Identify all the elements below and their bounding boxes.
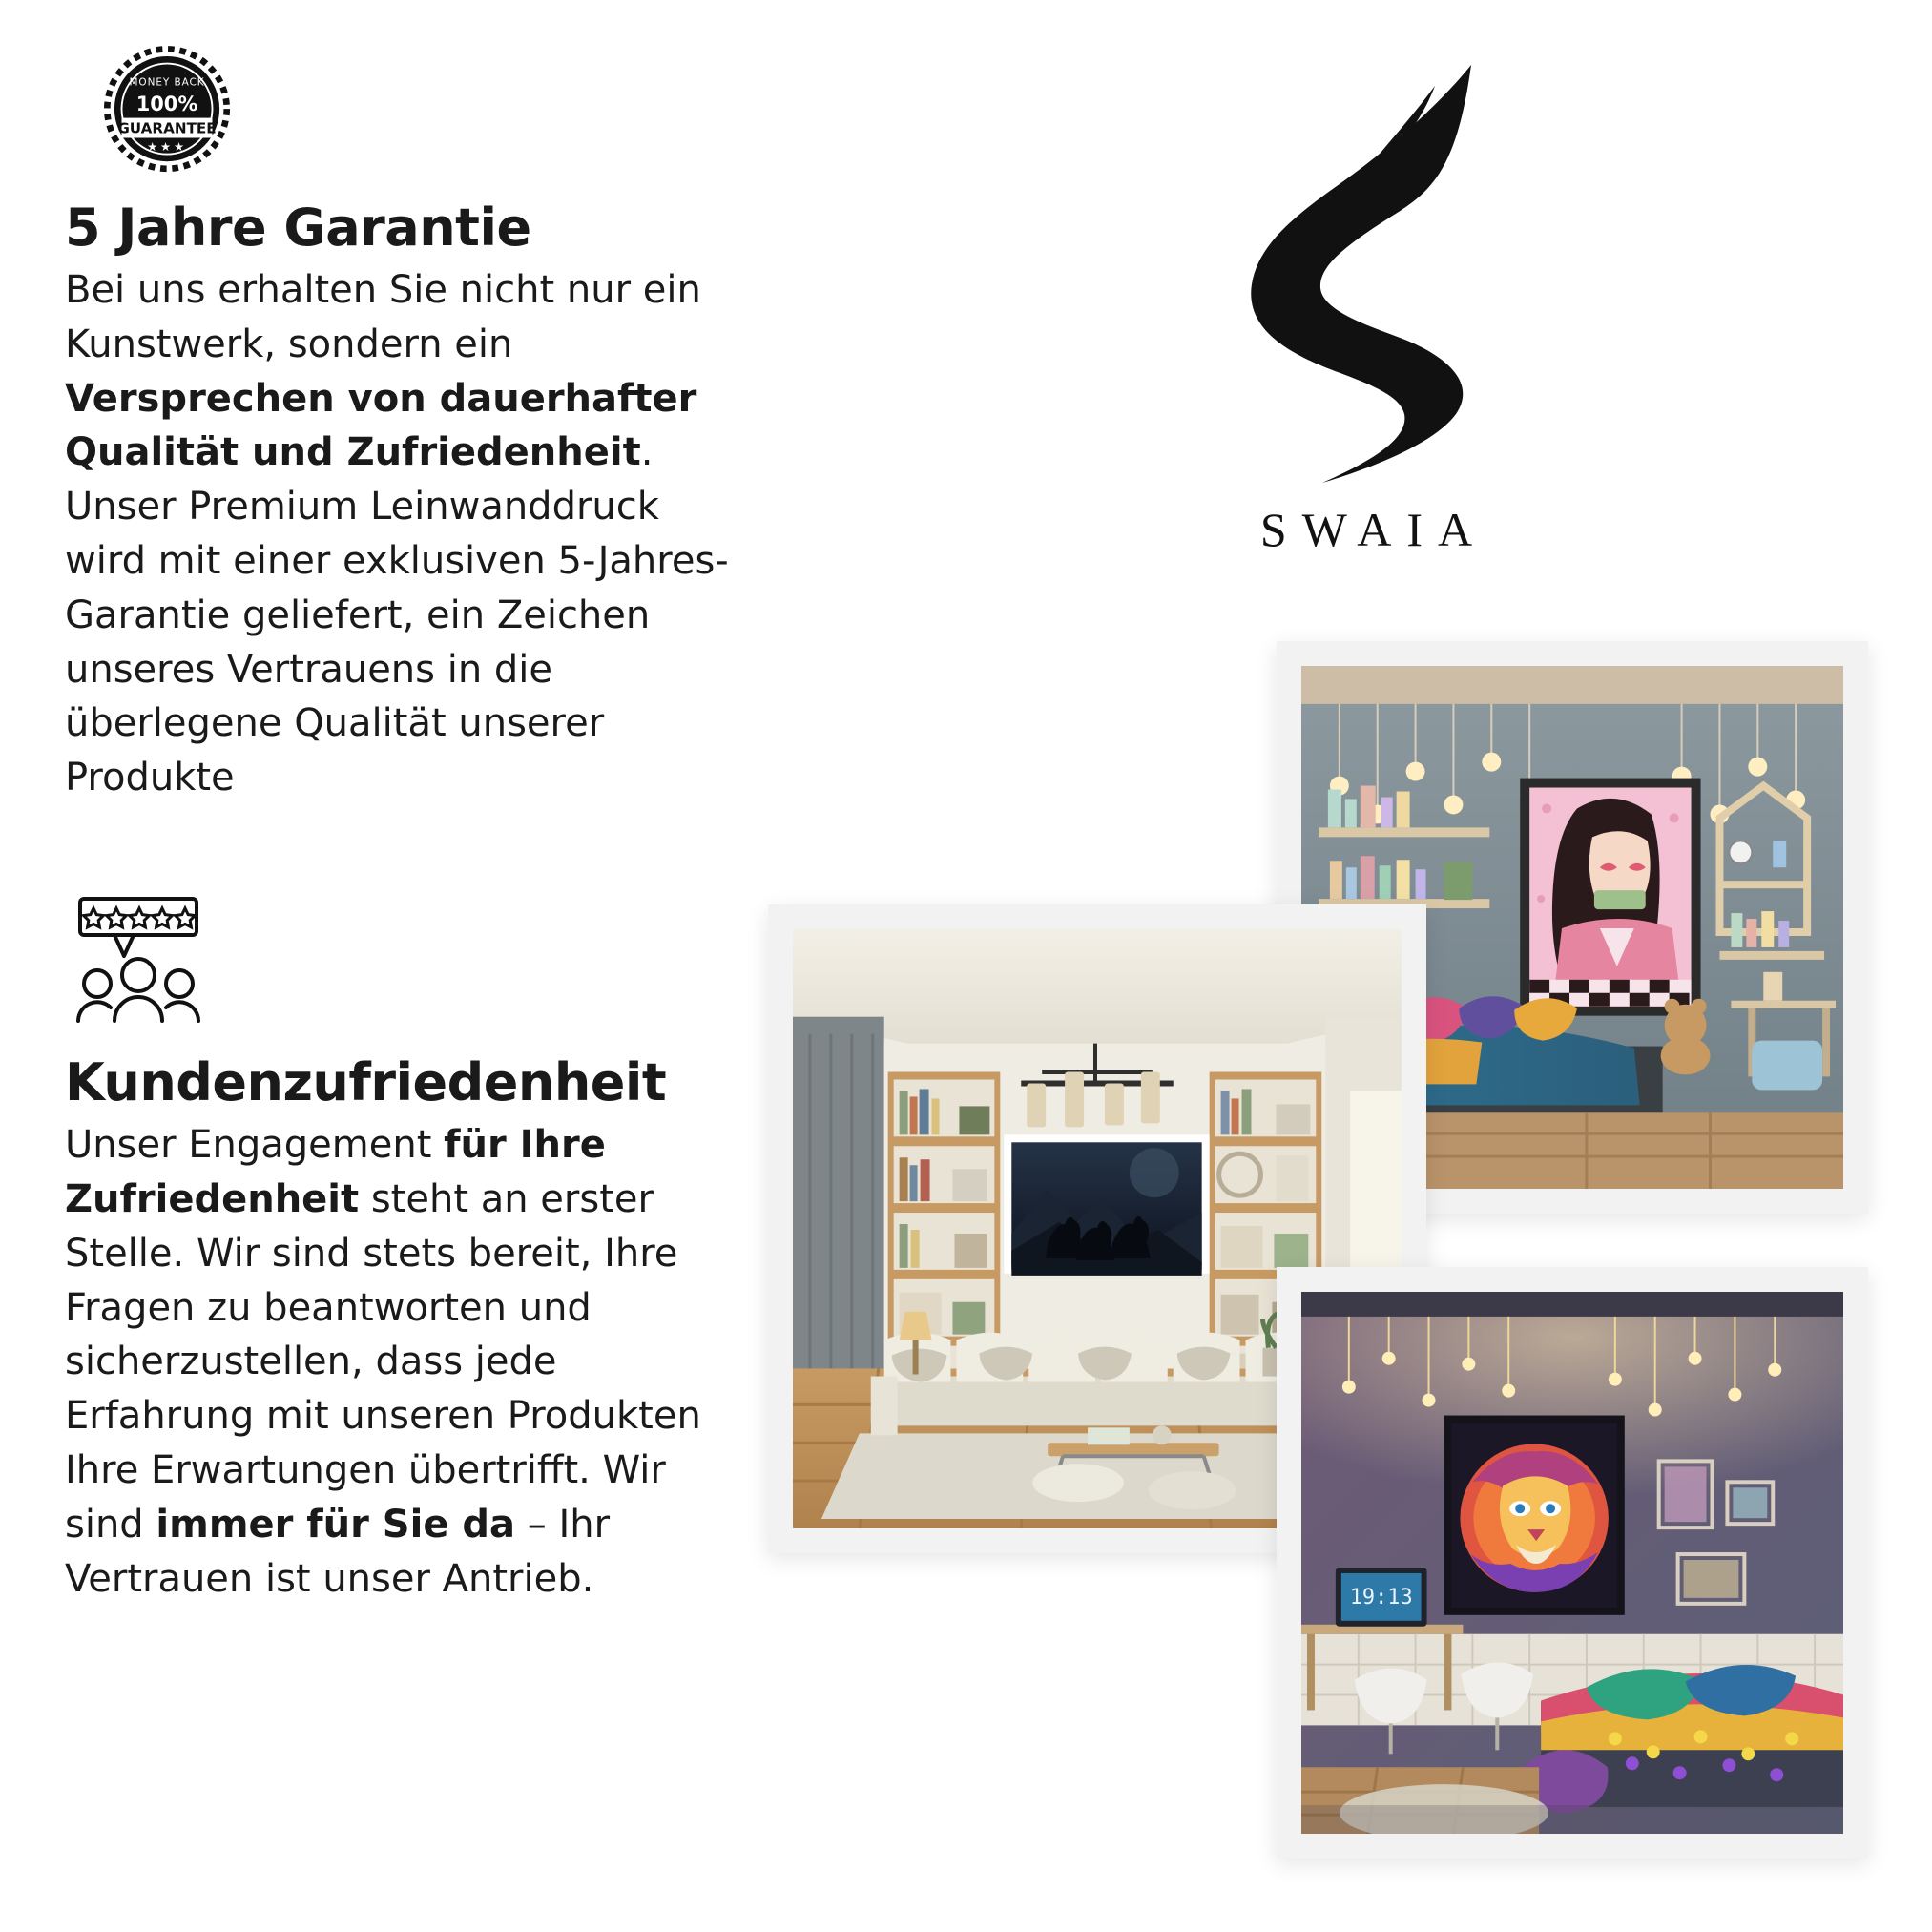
page-title-satisfaction: Kundenzufriedenheit xyxy=(65,1052,667,1113)
paragraph-satisfaction: Unser Engagement für Ihre Zufriedenheit steht an erster Stelle. Wir sind stets bereit, Ihre Fragen zu beantworten und sicherzustellen, dass jede Erfahrung mit unseren Produkten Ihre Erwartungen übertrifft. Wir sind immer für Sie da – Ihr Vertrauen ist unser Antrieb. xyxy=(65,1123,701,1601)
content-column xyxy=(65,38,771,1606)
svg-text:GUARANTEE: GUARANTEE xyxy=(117,119,217,137)
page-title-guarantee: 5 Jahre Garantie xyxy=(65,197,531,258)
lion-poster-teen-room-photo xyxy=(1277,1267,1868,1859)
svg-text:MONEY BACK: MONEY BACK xyxy=(129,76,205,89)
paragraph-guarantee: Bei uns erhalten Sie nicht nur ein Kunstwerk, sondern ein Versprechen von dauerhafter Qualität und Zufriedenheit. Unser Premium Leinwanddruck wird mit einer exklusiven 5-Jahres-Garantie geliefert, ein Zeichen unseres Vertrauens in die überlegene Qualität unserer Produkte xyxy=(65,268,729,800)
svg-text:100%: 100% xyxy=(135,93,198,115)
swaia-s-logo-icon xyxy=(1231,57,1517,496)
customer-rating-icon xyxy=(73,893,244,1036)
clock-time: 19:13 xyxy=(1349,1585,1413,1610)
brand-name: SWAIA xyxy=(1259,503,1488,556)
money-back-guarantee-seal xyxy=(76,38,258,181)
section-guarantee xyxy=(65,38,771,805)
brand-logo xyxy=(1212,57,1536,557)
svg-text:★★★: ★★★ xyxy=(147,139,187,154)
section-customer-satisfaction xyxy=(65,893,771,1606)
